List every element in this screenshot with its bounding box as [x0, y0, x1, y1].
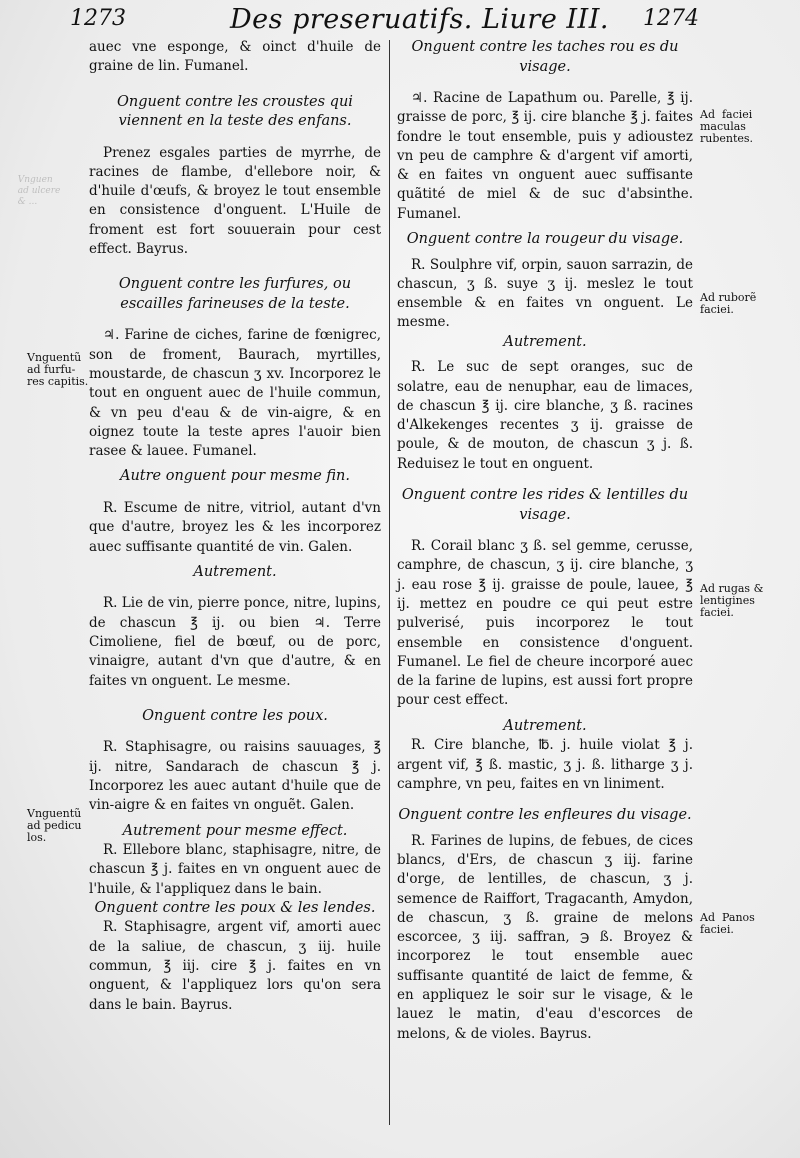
- section-text: R. Corail blanc ʒ ß. sel gemme, cerusse, camphre, de chascun, ʒ ij. cire blanche, ʒ j. eau rose ℥ ij. graisse de poule, lauee, ℥ ij. mettez en poudre ce qui peut estre pulverisé, puis incorporez le tout ensemble en consistence d'onguent. Fumanel. Le fiel de cheure incorporé auec de la farine de lupins, est aussi fort propre pour cest effect.: [397, 538, 693, 709]
- section-text: R. Escume de nitre, vitriol, autant d'vn que d'autre, broyez les & les incorporez auec suffisante quantité de vin. Galen.: [89, 499, 381, 555]
- right-page-number: 1274: [643, 6, 699, 31]
- right-column: [397, 38, 693, 1044]
- margin-note: Ad rugas & lentigines faciei.: [700, 582, 764, 619]
- section-text: R. Ellebore blanc, staphisagre, nitre, de chascun ℥ j. faites en vn onguent auec de l'huile, & l'appliquez dans le bain.: [89, 842, 381, 897]
- margin-note: Ad Panos faciei.: [700, 911, 755, 936]
- section-text: ♃. Racine de Lapathum ou. Parelle, ℥ ij. graisse de porc, ℥ ij. cire blanche ℥ j. faites fondre le tout ensemble, puis y adioustez vn peu de camphre & d'argent vif amorti, & en faites vn onguent auec suffisante quãtité de miel & de suc d'absinthe. Fumanel.: [397, 90, 693, 222]
- section-title: Onguent contre les croustes qui viennent en la teste des enfans.: [117, 93, 353, 130]
- section-text: R. Le suc de sept oranges, suc de solatre, eau de nenuphar, eau de limaces, de chascun ℥ ij. cire blanche, ʒ ß. racines d'Alkekenges recentes ʒ ij. graisse de poule, & de mouton, de chascun ʒ j. ß. Reduisez le tout en onguent.: [397, 359, 693, 472]
- section-text: Prenez esgales parties de myrrhe, de racines de flambe, d'ellebore noir, & d'huile d'œufs, & broyez le tout ensemble en consistence d'onguent. L'Huile de froment est fort souuerain pour cest effect. Bayrus.: [89, 144, 381, 258]
- section-title: Onguent contre les enfleures du visage.: [398, 807, 692, 824]
- running-title: Des preseruatifs. Liure III.: [230, 4, 609, 35]
- section-text: ♃. Farine de ciches, farine de fœnigrec, son de froment, Baurach, myrtilles, moustarde, de chascun ʒ xv. Incorporez le tout en onguent auec de l'huile commun, & vn peu d'eau & de vin-aigre, & en oignez toute la teste apres l'auoir bien rasee & lauee. Fumanel.: [89, 327, 381, 460]
- section-title: Autrement.: [503, 717, 587, 734]
- page-header: [0, 4, 800, 36]
- section-title: Onguent contre les rides & lentilles du visage.: [401, 487, 689, 523]
- section-title: Autrement pour mesme effect.: [122, 822, 348, 839]
- section-text: R. Cire blanche, ℔. j. huile violat ℥ j. argent vif, ℥ ß. mastic, ʒ j. ß. litharge ʒ j. camphre, vn peu, faites en vn liniment.: [397, 737, 693, 792]
- margin-note: Vnguentũ ad pedicu los.: [27, 807, 82, 844]
- section-text: R. Soulphre vif, orpin, sauon sarrazin, de chascun, ʒ ß. suye ʒ ij. meslez le tout ensemble & en faites vn onguent. Le mesme.: [397, 256, 693, 331]
- margin-note: Ad ruborẽ faciei.: [700, 291, 757, 316]
- column-divider: [389, 40, 390, 1125]
- left-column: [89, 38, 381, 1015]
- section-text: R. Farines de lupins, de febues, de cices blancs, d'Ers, de chascun ʒ iij. farine d'orge, de lentilles, de chascun, ʒ j. semence de Raiffort, Tragacanth, Amydon, de chascun, ʒ ß. graine de melons escorcee, ʒ iij. saffran, ℈ ß. Broyez & incorporez le tout ensemble auec suffisante quantité de laict de femme, & en appliquez le soir sur le visage, & le lauez le matin, d'eau d'escorces de melons, & de violes. Bayrus.: [397, 832, 693, 1042]
- section-title: Onguent contre les poux.: [142, 707, 328, 724]
- section-title: Onguent contre les furfures, ou escailles farineuses de la teste.: [118, 276, 352, 312]
- section-title: Autre onguent pour mesme fin.: [119, 468, 351, 485]
- section-text: R. Lie de vin, pierre ponce, nitre, lupins, de chascun ℥ ij. ou bien ♃. Terre Cimoliene, fiel de bœuf, ou de porc, vinaigre, autant d'vn que d'autre, & en faites vn onguent. Le mesme.: [89, 595, 381, 689]
- section-title: Onguent contre les poux & les lendes.: [94, 899, 376, 916]
- section-title: Autrement.: [503, 333, 587, 350]
- left-page-number: 1273: [70, 6, 126, 31]
- show-through-text: Vnguen ad ulcere & ...: [17, 175, 61, 207]
- section-text: R. Staphisagre, argent vif, amorti auec de la saliue, de chascun, ʒ iij. huile commun, ℥ iij. cire ℥ j. faites en vn onguent, & l'appliquez lors qu'on sera dans le bain. Bayrus.: [89, 919, 381, 1013]
- section-title: Autrement.: [193, 563, 277, 580]
- section-title: Onguent contre les taches rou es du visage.: [411, 39, 679, 75]
- section-text: R. Staphisagre, ou raisins sauuages, ℥ ij. nitre, Sandarach de chascun ℥ j. Incorporez les auec autant d'huile que de vin-aigre & en faites vn onguẽt. Galen.: [89, 739, 381, 814]
- margin-note: Ad faciei maculas rubentes.: [700, 108, 754, 145]
- section-title: Onguent contre la rougeur du visage.: [406, 231, 684, 248]
- opening-lines: auec vne esponge, & oinct d'huile de graine de lin. Fumanel.: [89, 39, 381, 75]
- margin-note: Vnguentũ ad furfu- res capitis.: [27, 351, 89, 388]
